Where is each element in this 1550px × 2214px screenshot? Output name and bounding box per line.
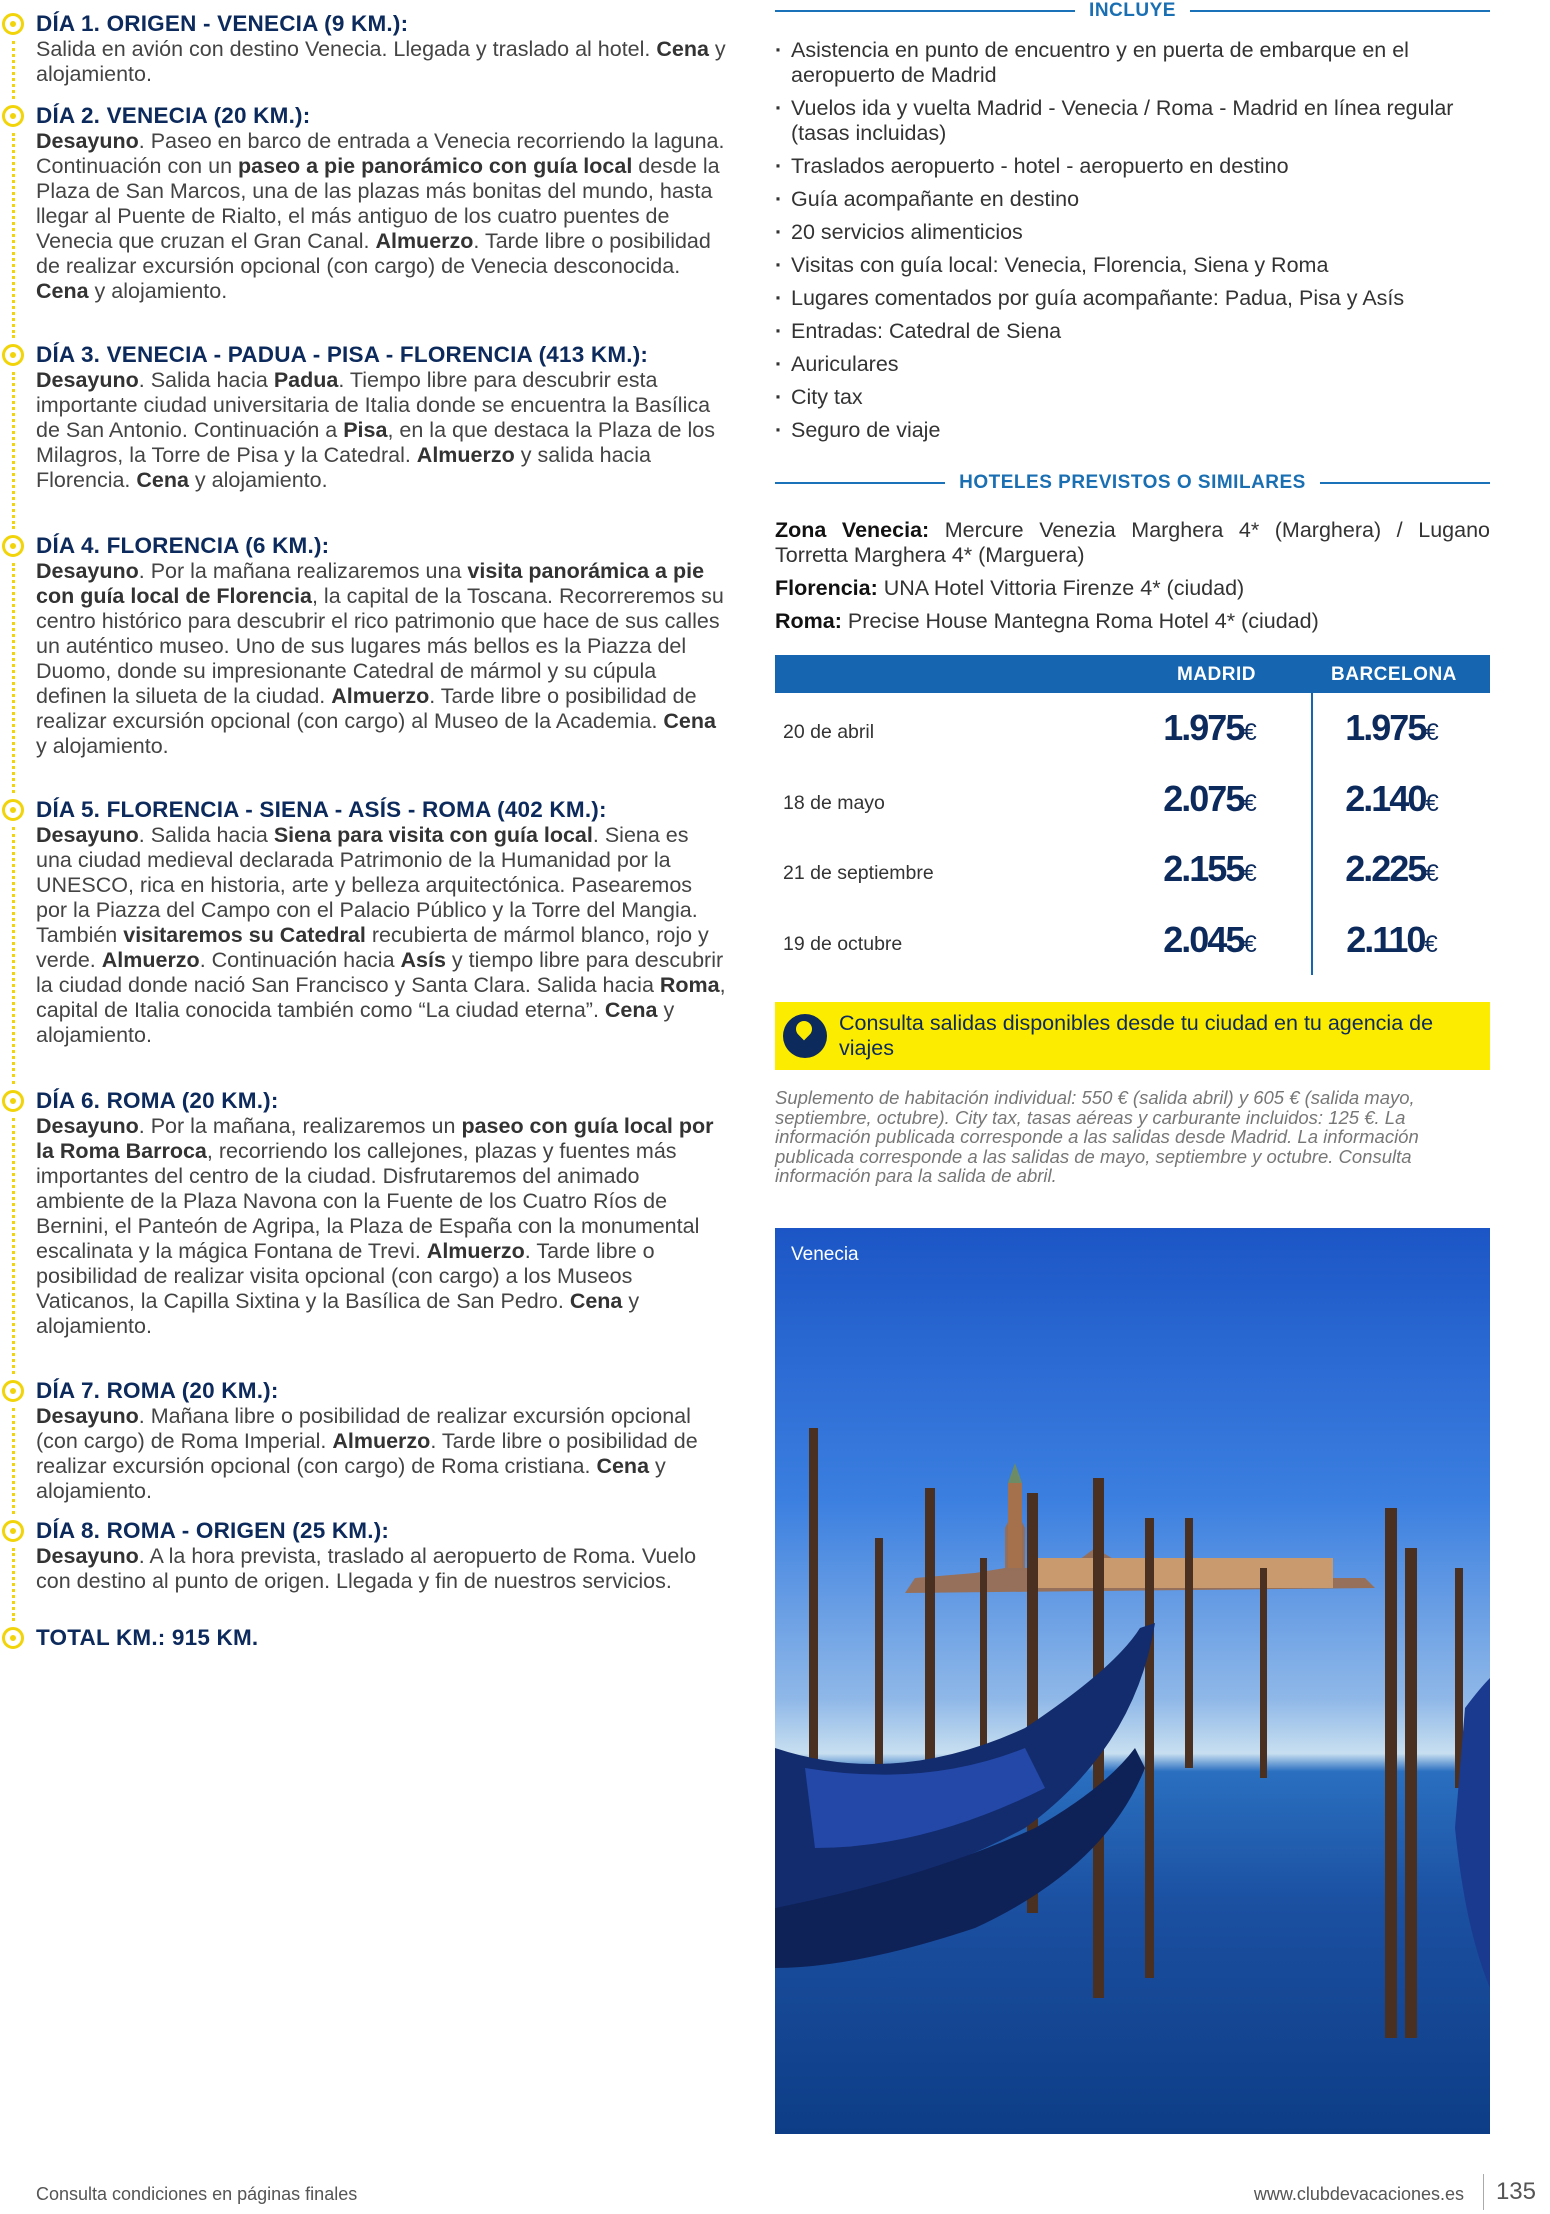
price-table [775,655,1490,980]
bold-text: Almuerzo [331,684,430,708]
timeline-dots [12,563,15,793]
bold-text: Pisa [343,418,388,442]
text: y tiempo libre para descubrir la ciudad donde nació San Francisco y Santa Clara. Salida hacia [36,948,724,997]
bold-text: Desayuno [36,823,139,847]
include-item: · Traslados aeropuerto - hotel - aeropuerto en destino [775,154,1490,179]
price-value: 2.155 [1163,848,1244,889]
day-item [0,1518,730,1594]
hotels-list [775,518,1490,642]
hotel-zone: Florencia: [775,576,878,600]
day-title: DÍA 4. FLORENCIA (6 KM.): [36,533,330,558]
include-item: · Entradas: Catedral de Siena [775,319,1490,344]
bold-text: Desayuno [36,559,139,583]
text: . Continuación hacia [199,948,401,972]
pin-icon [2,1090,24,1112]
text: y alojamiento. [36,998,675,1047]
text: . Mañana libre o posibilidad de realizar excursión opcional (con cargo) de Roma Imperial. [36,1404,691,1453]
text: , recorriendo los callejones, plazas y fuentes más importantes del centro de la ciudad. Disfrutaremos del animado ambiente de la Plaza Navona con la Fuente de los Cuatro Ríos de Bernini, el Panteón de Agripa, la Plaza de España con la monumental escalinata y la mágica Fontana de Trevi. [36,1139,700,1263]
departure-date: 18 de mayo [783,791,885,814]
bold-text: Almuerzo [375,229,474,253]
price-row [775,915,1490,975]
text: , la capital de la Toscana. Recorreremos su centro histórico para descubrir el rico patrimonio que hace de sus calles un auténtico museo. Uno de sus lugares más bellos es la Piazza del Duomo, donde su impresionante Catedral de mármol y su cúpula definen la silueta de la ciudad. [36,584,724,708]
price-value: 2.140 [1345,777,1426,819]
supplement-note: Suplemento de habitación individual: 550 € (salida abril) y 605 € (salida mayo, septiembre, octubre). City tax, tasas aéreas y carburante incluidos: 125 €. La información publicada corresponde a las salidas desde Madrid. La información publicada corresponde a las salidas de mayo, septiembre y octubre. Consulta información para la salida de abril. [775,1087,1419,1186]
currency: € [1425,719,1439,746]
bold-text: Desayuno [36,1404,139,1428]
pin-icon [2,1520,24,1542]
day-item [0,797,730,1048]
price-row [775,844,1490,904]
bold-text: Almuerzo [426,1239,525,1263]
bold-text: Cena [136,468,189,492]
text: . Por la mañana realizaremos una [138,559,468,583]
day-title: DÍA 6. ROMA (20 KM.): [36,1088,279,1113]
price-value: 2.225 [1345,848,1426,889]
footer [0,2180,1550,2210]
day-item [0,342,730,493]
currency: € [1243,860,1257,887]
include-item: · Visitas con guía local: Venecia, Florencia, Siena y Roma [775,253,1490,278]
venice-photo [775,1228,1490,2134]
bold-text: visitaremos su Catedral [123,923,366,947]
day-description [36,1544,726,1594]
include-item: · Seguro de viaje [775,418,1490,443]
timeline-dots [12,41,15,99]
currency: € [1243,930,1257,958]
currency: € [1243,789,1257,817]
text: y alojamiento. [88,279,228,303]
hotel-item [775,609,1490,634]
text: . A la hora prevista, traslado al aeropuerto de Roma. Vuelo con destino al punto de origen. Llegada y fin de nuestros servicios. [36,1544,697,1593]
bold-text: Asís [400,948,446,972]
text: . Tarde libre o posibilidad de realizar excursión opcional (con cargo) de Venecia desconocida. [36,229,711,278]
text: . Paseo en barco de entrada a Venecia recorriendo la laguna. Continuación con un [36,129,725,178]
website-link[interactable]: www.clubdevacaciones.es [1253,2184,1464,2204]
bold-text: Cena [663,709,716,733]
bold-text: Padua [273,368,339,392]
include-item: · City tax [775,385,1490,410]
bold-text: visita panorámica a pie con guía local de Florencia [36,559,705,608]
bold-text: paseo a pie panorámico con guía local [238,154,633,178]
currency: € [1425,789,1439,817]
price-madrid [1125,848,1295,890]
text: y alojamiento. [36,734,169,758]
pin-icon [2,535,24,557]
text: . Tarde libre o posibilidad de realizar excursión opcional (con cargo) al Museo de la Academia. [36,684,697,733]
text: . Tiempo libre para descubrir esta importante ciudad universitaria de Italia donde se encuentra la Basílica de San Antonio. Continuación a [36,368,711,442]
price-barcelona [1307,919,1477,961]
text: recubierta de mármol blanco, rojo y verde. [36,923,709,972]
timeline-dots [12,372,15,529]
includes-heading-text: INCLUYE [1089,0,1176,21]
text: Salida en avión con destino Venecia. Llegada y traslado al hotel. [36,37,657,61]
timeline-dots [12,1408,15,1514]
price-row [775,703,1490,763]
price-value: 2.075 [1163,777,1244,819]
timeline-dots [12,133,15,338]
hotels-heading [775,472,1490,494]
hotel-item [775,518,1490,568]
currency: € [1243,719,1257,746]
day-item [0,1625,730,1651]
page-number: 135 [1495,2178,1536,2205]
price-barcelona [1307,848,1477,890]
includes-list [775,38,1490,451]
price-barcelona [1307,778,1477,820]
bold-text: Desayuno [36,368,139,392]
text: , en la que destaca la Plaza de los Milagros, la Torre de Pisa y la Catedral. [36,418,715,467]
currency: € [1424,930,1438,958]
pin-icon [2,1627,24,1649]
bold-text: Roma [659,973,720,997]
day-item [0,1378,730,1504]
include-item: · Guía acompañante en destino [775,187,1490,212]
day-title: DÍA 2. VENECIA (20 KM.): [36,103,311,128]
include-item: · Asistencia en punto de encuentro y en puerta de embarque en el aeropuerto de Madrid [775,38,1490,88]
text: . Por la mañana, realizaremos un [138,1114,462,1138]
timeline-dots [12,827,15,1084]
footer-divider [1483,2174,1484,2210]
bold-text: Almuerzo [101,948,200,972]
hotel-zone: Zona Venecia: [775,518,930,542]
text: y salida hacia Florencia. [36,443,652,492]
include-item: · Auriculares [775,352,1490,377]
currency: € [1425,860,1439,887]
pin-icon [2,1380,24,1402]
day-title: DÍA 8. ROMA - ORIGEN (25 KM.): [36,1518,390,1543]
bold-text: Almuerzo [416,443,515,467]
price-madrid [1125,919,1295,961]
pin-icon [2,13,24,35]
timeline-dots [12,1548,15,1621]
text: . Tarde libre o posibilidad de realizar visita opcional (con cargo) a los Museos Vaticanos, la Capilla Sixtina y la Basílica de San Pedro. [36,1239,655,1313]
day-item [0,1088,730,1339]
day-title: TOTAL KM.: 915 KM. [36,1625,259,1650]
hotels-heading-text: HOTELES PREVISTOS O SIMILARES [959,472,1306,493]
day-title: DÍA 3. VENECIA - PADUA - PISA - FLORENCIA (413 KM.): [36,342,649,367]
text: . Tarde libre o posibilidad de realizar excursión opcional (con cargo) de Roma cristiana. [36,1429,698,1478]
text: y alojamiento. [36,37,726,86]
conditions-note: Consulta condiciones en páginas finales [36,2184,358,2204]
gondolas-illustration [775,1228,1490,2134]
day-item [0,103,730,304]
include-item: · 20 servicios alimenticios [775,220,1490,245]
price-barcelona [1307,707,1477,749]
day-title: DÍA 7. ROMA (20 KM.): [36,1378,279,1403]
day-description [36,1114,726,1339]
day-description [36,559,726,759]
pin-icon [2,105,24,127]
bold-text: Almuerzo [332,1429,431,1453]
day-item [0,533,730,759]
departure-date: 20 de abril [783,721,875,743]
pin-icon [2,344,24,366]
day-description [36,368,726,493]
includes-heading [775,0,1490,22]
hotel-name: UNA Hotel Vittoria Firenze 4* (ciudad) [877,576,1245,600]
bold-text: Siena para visita con guía local [273,823,593,847]
bold-text: Cena [656,37,709,61]
departure-date: 21 de septiembre [783,862,934,884]
text: y alojamiento. [36,1454,666,1503]
bold-text: Cena [569,1289,623,1313]
text: desde la Plaza de San Marcos, una de las plazas más bonitas del mundo, hasta llegar al Puente de Rialto, el más antiguo de los cuatro puentes de Venecia que cruzan el Gran Canal. [36,154,720,253]
column-barcelona: BARCELONA [1331,664,1457,685]
pin-icon [2,799,24,821]
text: y alojamiento. [36,1289,640,1338]
price-row [775,774,1490,834]
price-value: 2.110 [1346,918,1425,960]
price-value: 1.975 [1345,707,1426,748]
price-madrid [1125,707,1295,749]
text: , capital de Italia conocida también como “La ciudad eterna”. [36,973,726,1022]
include-item: · Lugares comentados por guía acompañante: Padua, Pisa y Asís [775,286,1490,311]
bold-text: Cena [596,1454,650,1478]
departures-banner [775,1002,1490,1070]
day-description [36,823,726,1048]
day-description [36,37,726,87]
hotel-zone: Roma: [775,609,842,633]
text: y alojamiento. [188,468,328,492]
day-item [0,11,730,87]
bold-text: Desayuno [36,1544,139,1568]
bold-text: Desayuno [36,129,139,153]
banner-text: Consulta salidas disponibles desde tu ciudad en tu agencia de viajes [839,1011,1434,1060]
include-item: · Vuelos ida y vuelta Madrid - Venecia / Roma - Madrid en línea regular (tasas incluidas) [775,96,1490,146]
text: . Salida hacia [138,368,274,392]
day-description [36,129,726,304]
day-title: DÍA 1. ORIGEN - VENECIA (9 KM.): [36,11,409,36]
price-table-header [775,655,1490,693]
location-pin-icon [783,1014,827,1058]
text: . Salida hacia [138,823,274,847]
day-title: DÍA 5. FLORENCIA - SIENA - ASÍS - ROMA (402 KM.): [36,797,607,822]
photo-caption: Venecia [791,1244,859,1265]
bold-text: Cena [604,998,658,1022]
price-value: 2.045 [1163,918,1244,960]
hotel-name: Mercure Venezia Marghera 4* (Marghera) / Lugano Torretta Marghera 4* (Marguera) [775,518,1490,567]
column-madrid: MADRID [1177,664,1256,685]
departure-date: 19 de octubre [783,932,903,955]
bold-text: Cena [36,279,89,303]
price-value: 1.975 [1163,707,1244,748]
timeline-dots [12,1118,15,1374]
day-description [36,1404,726,1504]
bold-text: paseo con guía local por la Roma Barroca [36,1114,714,1163]
bold-text: Desayuno [36,1114,139,1138]
hotel-name: Precise House Mantegna Roma Hotel 4* (ciudad) [841,609,1319,633]
hotel-item [775,576,1490,601]
price-madrid [1125,778,1295,820]
text: . Siena es una ciudad medieval declarada Patrimonio de la Humanidad por la UNESCO, rica en historia, arte y belleza arquitectónica. Pasearemos por la Piazza del Campo con el Palacio Público y la Torre del Mangia. También [36,823,698,947]
